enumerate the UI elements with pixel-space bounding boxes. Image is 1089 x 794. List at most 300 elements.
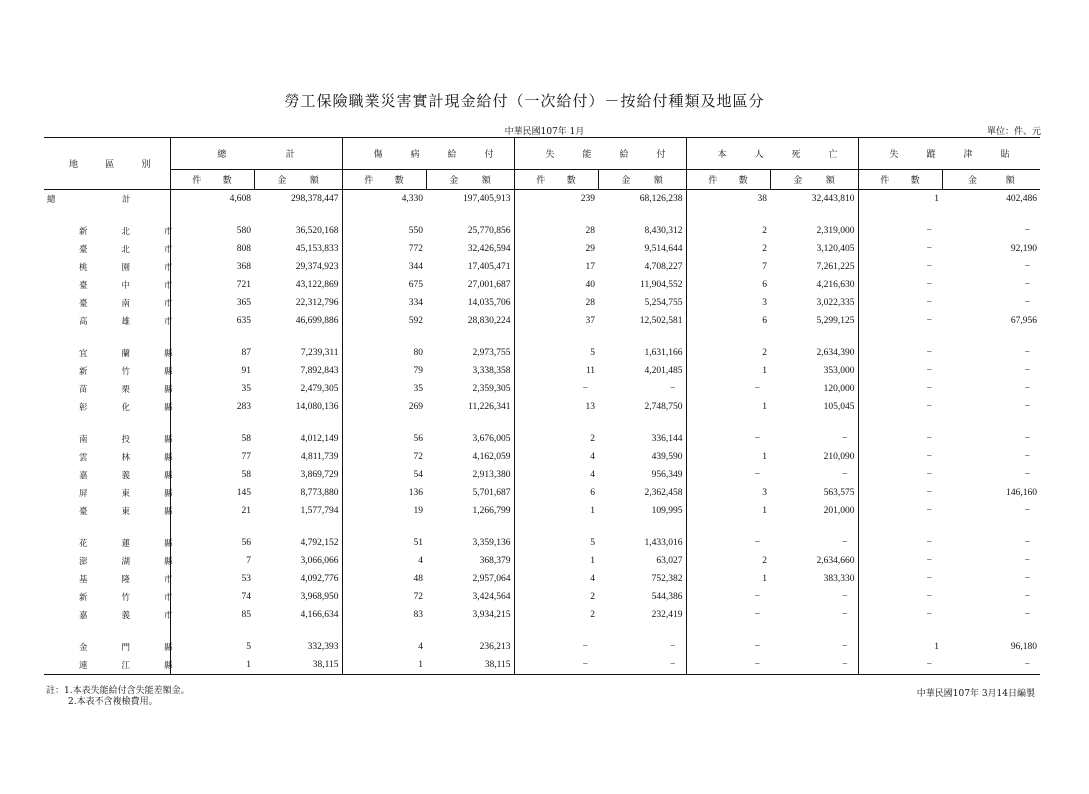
subheader-row	[44, 169, 1040, 189]
count-cell: −	[858, 466, 942, 484]
count-cell: 1	[858, 638, 942, 656]
count-cell: 145	[170, 484, 254, 502]
region-name-text: 雲 林 縣	[79, 452, 173, 463]
region-name-text: 彰 化 縣	[79, 402, 173, 413]
spacer-row	[44, 624, 1040, 638]
amount-cell: 120,000	[823, 383, 855, 394]
count-cell: 4	[342, 638, 426, 656]
count-header	[686, 169, 770, 189]
count-cell: 5	[514, 344, 598, 362]
count-cell: 772	[342, 240, 426, 258]
amount-cell: 29,374,923	[295, 261, 339, 272]
count-cell: 1	[342, 656, 426, 675]
amount-cell: 197,405,913	[463, 193, 511, 204]
table-row	[44, 656, 1040, 675]
region-name	[44, 189, 170, 208]
amount-cell: −	[1024, 451, 1030, 462]
amount-cell: 956,349	[651, 469, 683, 480]
table-row	[44, 312, 1040, 330]
count-cell: 5	[170, 638, 254, 656]
amount-cell: 92,190	[1010, 243, 1037, 254]
table-row	[44, 380, 1040, 398]
amount-cell: 32,443,810	[811, 193, 855, 204]
amount-cell: 232,419	[651, 609, 683, 620]
count-cell: 58	[170, 466, 254, 484]
count-cell: 2	[686, 344, 770, 362]
table-row	[44, 570, 1040, 588]
count-cell: −	[514, 638, 598, 656]
amount-cell: 96,180	[1010, 641, 1037, 652]
region-name-text: 臺 中 市	[79, 280, 173, 291]
amount-cell: 3,934,215	[472, 609, 511, 620]
count-cell: −	[858, 552, 942, 570]
amount-cell: 3,120,405	[816, 243, 855, 254]
count-cell: 79	[342, 362, 426, 380]
count-cell: 37	[514, 312, 598, 330]
count-header	[514, 169, 598, 189]
count-cell: 580	[170, 222, 254, 240]
count-header-label: 件 數	[708, 175, 748, 186]
region-name-text: 嘉 義 縣	[79, 470, 173, 481]
amount-cell: 63,027	[656, 555, 683, 566]
count-cell: 35	[170, 380, 254, 398]
amount-cell: 146,160	[1006, 487, 1037, 498]
amount-cell: −	[1024, 573, 1030, 584]
table-row	[44, 276, 1040, 294]
amount-cell: 22,312,796	[295, 297, 339, 308]
amount-cell: 544,386	[651, 591, 683, 602]
count-cell: 54	[342, 466, 426, 484]
data-table	[44, 138, 1040, 675]
count-cell: 51	[342, 534, 426, 552]
count-cell: 1	[686, 398, 770, 416]
count-header	[858, 169, 942, 189]
amount-cell: 17,405,471	[467, 261, 511, 272]
count-cell: −	[858, 570, 942, 588]
region-name	[44, 398, 173, 416]
count-cell: 91	[170, 362, 254, 380]
region-name	[44, 294, 173, 312]
table-row	[44, 222, 1040, 240]
amount-cell: 45,153,833	[295, 243, 339, 254]
amount-cell: 2,634,390	[816, 347, 855, 358]
amount-cell: −	[1024, 591, 1030, 602]
spacer-row	[44, 330, 1040, 344]
amount-cell: 298,378,447	[291, 193, 339, 204]
amount-cell: 210,090	[823, 451, 855, 462]
group-header-disability	[514, 138, 686, 169]
group-header-label: 傷 病 給 付	[373, 149, 494, 160]
amount-cell: −	[1024, 347, 1030, 358]
amount-cell: 5,701,687	[472, 487, 511, 498]
amount-cell: 4,201,485	[644, 365, 683, 376]
region-name	[44, 240, 173, 258]
amount-cell: 9,514,644	[644, 243, 683, 254]
count-cell: −	[858, 448, 942, 466]
amount-header-label: 金 額	[967, 175, 1015, 186]
table-row	[44, 448, 1040, 466]
count-cell: 77	[170, 448, 254, 466]
count-cell: 53	[170, 570, 254, 588]
amount-cell: 4,166,634	[300, 609, 339, 620]
count-cell: 19	[342, 502, 426, 520]
count-cell: 29	[514, 240, 598, 258]
amount-cell: 32,426,594	[467, 243, 511, 254]
amount-cell: 2,634,660	[816, 555, 855, 566]
count-cell: 1	[686, 448, 770, 466]
region-name	[44, 606, 173, 624]
count-cell: 334	[342, 294, 426, 312]
count-cell: −	[858, 502, 942, 520]
count-cell: 239	[514, 189, 598, 208]
count-cell: −	[858, 606, 942, 624]
count-cell: −	[858, 398, 942, 416]
region-name-text: 新 竹 市	[79, 592, 173, 603]
count-header	[170, 169, 254, 189]
count-cell: 28	[514, 222, 598, 240]
count-cell: 21	[170, 502, 254, 520]
count-header-label: 件 數	[880, 175, 920, 186]
count-cell: 4	[514, 448, 598, 466]
table-row	[44, 294, 1040, 312]
amount-cell: −	[1024, 365, 1030, 376]
count-cell: 550	[342, 222, 426, 240]
region-name-text: 高 雄 市	[79, 316, 173, 327]
count-cell: −	[858, 362, 942, 380]
amount-header	[426, 169, 514, 189]
count-cell: 1	[686, 570, 770, 588]
count-cell: 365	[170, 294, 254, 312]
amount-cell: −	[670, 383, 676, 394]
count-cell: 3	[686, 484, 770, 502]
amount-cell: −	[1024, 279, 1030, 290]
amount-header-label: 金 額	[449, 175, 491, 186]
amount-cell: 236,213	[479, 641, 511, 652]
count-cell: −	[514, 656, 598, 675]
group-header-label: 失 能 給 付	[545, 149, 666, 160]
region-name-text: 宜 蘭 縣	[79, 348, 173, 359]
count-cell: 56	[170, 534, 254, 552]
amount-cell: 5,299,125	[816, 315, 855, 326]
count-cell: 1	[170, 656, 254, 675]
region-name	[44, 570, 173, 588]
amount-cell: −	[670, 641, 676, 652]
table-row	[44, 240, 1040, 258]
count-cell: 2	[514, 430, 598, 448]
count-cell: 635	[170, 312, 254, 330]
table-row	[44, 362, 1040, 380]
count-cell: −	[686, 466, 770, 484]
amount-cell: 5,254,755	[644, 297, 683, 308]
amount-cell: 11,226,341	[468, 401, 511, 412]
amount-cell: 7,892,843	[300, 365, 339, 376]
count-cell: 72	[342, 588, 426, 606]
count-cell: −	[686, 380, 770, 398]
amount-cell: 68,126,238	[639, 193, 683, 204]
amount-cell: 38,115	[426, 656, 514, 675]
spacer-row	[44, 416, 1040, 430]
note-1: 註：1.本表失能給付含失能差額金。	[46, 686, 190, 696]
table-row	[44, 398, 1040, 416]
count-cell: −	[858, 588, 942, 606]
amount-cell: 2,479,305	[300, 383, 339, 394]
amount-cell: 14,080,136	[295, 401, 339, 412]
count-cell: −	[858, 312, 942, 330]
count-cell: −	[858, 430, 942, 448]
amount-cell: −	[598, 656, 686, 675]
count-cell: 675	[342, 276, 426, 294]
amount-cell: 2,957,064	[472, 573, 511, 584]
amount-cell: 4,216,630	[816, 279, 855, 290]
region-name	[44, 276, 173, 294]
region-name-text: 臺 北 市	[79, 244, 173, 255]
region-name-text: 南 投 縣	[79, 434, 173, 445]
amount-cell: 43,122,869	[295, 279, 339, 290]
compiled-date: 中華民國107年 3月14日編製	[916, 689, 1035, 699]
amount-cell: 336,144	[651, 433, 683, 444]
amount-cell: 8,430,312	[644, 225, 683, 236]
count-header-label: 件 數	[192, 175, 232, 186]
amount-cell: 46,699,886	[295, 315, 339, 326]
amount-cell: 4,792,152	[300, 537, 339, 548]
amount-cell: 201,000	[823, 505, 855, 516]
count-cell: 48	[342, 570, 426, 588]
count-cell: 721	[170, 276, 254, 294]
amount-header	[942, 169, 1040, 189]
count-cell: −	[858, 258, 942, 276]
region-header-label: 地 區 別	[69, 159, 151, 170]
table-header	[44, 138, 1040, 189]
region-name	[44, 534, 173, 552]
count-cell: 2	[686, 552, 770, 570]
count-cell: 87	[170, 344, 254, 362]
count-cell: 283	[170, 398, 254, 416]
amount-cell: 752,382	[651, 573, 683, 584]
region-name	[44, 258, 173, 276]
count-cell: 2	[686, 222, 770, 240]
amount-cell: −	[942, 656, 1040, 675]
count-cell: 1	[686, 362, 770, 380]
count-cell: 5	[514, 534, 598, 552]
count-cell: −	[686, 638, 770, 656]
amount-cell: 28,830,224	[467, 315, 511, 326]
count-header	[342, 169, 426, 189]
region-name-text: 澎 湖 縣	[79, 556, 173, 567]
count-cell: 38	[686, 189, 770, 208]
region-name-text: 連 江 縣	[79, 660, 173, 671]
count-cell: 3	[686, 294, 770, 312]
count-cell: −	[858, 222, 942, 240]
region-name	[44, 380, 173, 398]
region-name	[44, 656, 173, 675]
amount-cell: 4,708,227	[644, 261, 683, 272]
group-header-injury	[342, 138, 514, 169]
count-cell: 269	[342, 398, 426, 416]
count-cell: 56	[342, 430, 426, 448]
region-name	[44, 222, 173, 240]
count-cell: −	[858, 380, 942, 398]
amount-cell: −	[1024, 433, 1030, 444]
amount-cell: −	[1024, 555, 1030, 566]
amount-cell: 383,330	[823, 573, 855, 584]
table-row	[44, 502, 1040, 520]
table-row	[44, 258, 1040, 276]
amount-cell: 2,913,380	[472, 469, 511, 480]
amount-cell: 36,520,168	[295, 225, 339, 236]
region-name-text: 屏 東 縣	[79, 488, 173, 499]
spacer-row	[44, 520, 1040, 534]
report-title: 勞工保險職業災害實計現金給付（一次給付）－按給付種類及地區分	[284, 92, 765, 110]
count-cell: 4,608	[170, 189, 254, 208]
group-header-death	[686, 138, 858, 169]
amount-header-label: 金 額	[277, 175, 319, 186]
count-cell: −	[858, 276, 942, 294]
count-cell: 4	[514, 466, 598, 484]
region-name-text: 臺 東 縣	[79, 506, 173, 517]
count-cell: 58	[170, 430, 254, 448]
count-cell: 6	[686, 312, 770, 330]
count-cell: 6	[686, 276, 770, 294]
report-period: 中華民國107年 1月	[504, 127, 585, 137]
amount-header	[598, 169, 686, 189]
count-cell: 17	[514, 258, 598, 276]
count-cell: 808	[170, 240, 254, 258]
amount-cell: 3,968,950	[300, 591, 339, 602]
count-cell: −	[858, 344, 942, 362]
region-name	[44, 484, 173, 502]
amount-cell: 4,811,739	[300, 451, 339, 462]
count-cell: 1	[858, 189, 942, 208]
region-name-text: 總 計	[47, 194, 131, 205]
amount-cell: −	[1024, 609, 1030, 620]
count-cell: 2	[514, 588, 598, 606]
amount-cell: 38,115	[254, 656, 342, 675]
amount-cell: −	[1024, 401, 1030, 412]
region-name-text: 金 門 縣	[79, 642, 173, 653]
count-cell: −	[686, 606, 770, 624]
table-row	[44, 588, 1040, 606]
count-cell: −	[858, 656, 942, 675]
region-name-text: 新 竹 縣	[79, 366, 173, 377]
count-cell: 35	[342, 380, 426, 398]
count-cell: 4,330	[342, 189, 426, 208]
count-cell: 7	[170, 552, 254, 570]
amount-header	[254, 169, 342, 189]
amount-cell: −	[1024, 383, 1030, 394]
table-row	[44, 466, 1040, 484]
region-name	[44, 362, 173, 380]
amount-cell: 67,956	[1010, 315, 1037, 326]
amount-cell: −	[1024, 469, 1030, 480]
count-header-label: 件 數	[536, 175, 576, 186]
count-cell: −	[686, 656, 770, 675]
group-header-total	[170, 138, 342, 169]
group-header-label: 總 計	[217, 149, 295, 160]
table-row	[44, 430, 1040, 448]
amount-cell: −	[842, 433, 848, 444]
count-cell: 1	[686, 502, 770, 520]
table-body	[44, 189, 1040, 674]
count-header-label: 件 數	[364, 175, 404, 186]
table-row	[44, 534, 1040, 552]
count-cell: −	[686, 430, 770, 448]
group-header-label: 失 蹤 津 貼	[889, 149, 1010, 160]
count-cell: 74	[170, 588, 254, 606]
count-cell: 1	[514, 552, 598, 570]
amount-cell: 4,162,059	[472, 451, 511, 462]
amount-header	[770, 169, 858, 189]
region-name	[44, 588, 173, 606]
amount-cell: −	[842, 641, 848, 652]
count-cell: 2	[686, 240, 770, 258]
amount-cell: −	[1024, 261, 1030, 272]
amount-cell: −	[842, 537, 848, 548]
count-cell: −	[514, 380, 598, 398]
amount-cell: 3,338,358	[472, 365, 511, 376]
table-row	[44, 606, 1040, 624]
region-name	[44, 638, 173, 656]
amount-cell: 25,770,856	[467, 225, 511, 236]
amount-cell: 8,773,880	[300, 487, 339, 498]
count-cell: 4	[342, 552, 426, 570]
count-cell: 4	[514, 570, 598, 588]
amount-cell: 4,012,149	[300, 433, 339, 444]
amount-cell: −	[1024, 297, 1030, 308]
count-cell: 344	[342, 258, 426, 276]
count-cell: 136	[342, 484, 426, 502]
amount-cell: 11,904,552	[640, 279, 683, 290]
amount-cell: 1,433,016	[644, 537, 683, 548]
region-header	[44, 138, 170, 189]
count-cell: 6	[514, 484, 598, 502]
region-name	[44, 448, 173, 466]
amount-cell: 14,035,706	[467, 297, 511, 308]
amount-cell: 109,995	[651, 505, 683, 516]
amount-cell: 353,000	[823, 365, 855, 376]
amount-cell: 563,575	[823, 487, 855, 498]
amount-cell: 7,261,225	[816, 261, 855, 272]
table-row	[44, 189, 1040, 208]
amount-header-label: 金 額	[793, 175, 835, 186]
count-cell: 85	[170, 606, 254, 624]
amount-cell: 12,502,581	[639, 315, 683, 326]
region-name	[44, 312, 173, 330]
group-header-label: 本 人 死 亡	[717, 149, 838, 160]
unit-label: 單位：件、元	[986, 127, 1041, 137]
table-row	[44, 638, 1040, 656]
region-name-text: 嘉 義 市	[79, 610, 173, 621]
amount-cell: −	[842, 609, 848, 620]
amount-cell: 2,748,750	[644, 401, 683, 412]
amount-cell: 3,066,066	[300, 555, 339, 566]
amount-cell: 3,869,729	[300, 469, 339, 480]
amount-cell: 1,577,794	[300, 505, 339, 516]
count-cell: 11	[514, 362, 598, 380]
count-cell: 592	[342, 312, 426, 330]
count-cell: 72	[342, 448, 426, 466]
region-name-text: 桃 園 市	[79, 262, 173, 273]
amount-cell: 368,379	[479, 555, 511, 566]
table-row	[44, 484, 1040, 502]
amount-cell: 1,631,166	[644, 347, 683, 358]
region-name	[44, 430, 173, 448]
count-cell: 1	[514, 502, 598, 520]
region-name	[44, 466, 173, 484]
count-cell: 28	[514, 294, 598, 312]
region-name	[44, 344, 173, 362]
amount-cell: 27,001,687	[467, 279, 511, 290]
count-cell: 2	[514, 606, 598, 624]
